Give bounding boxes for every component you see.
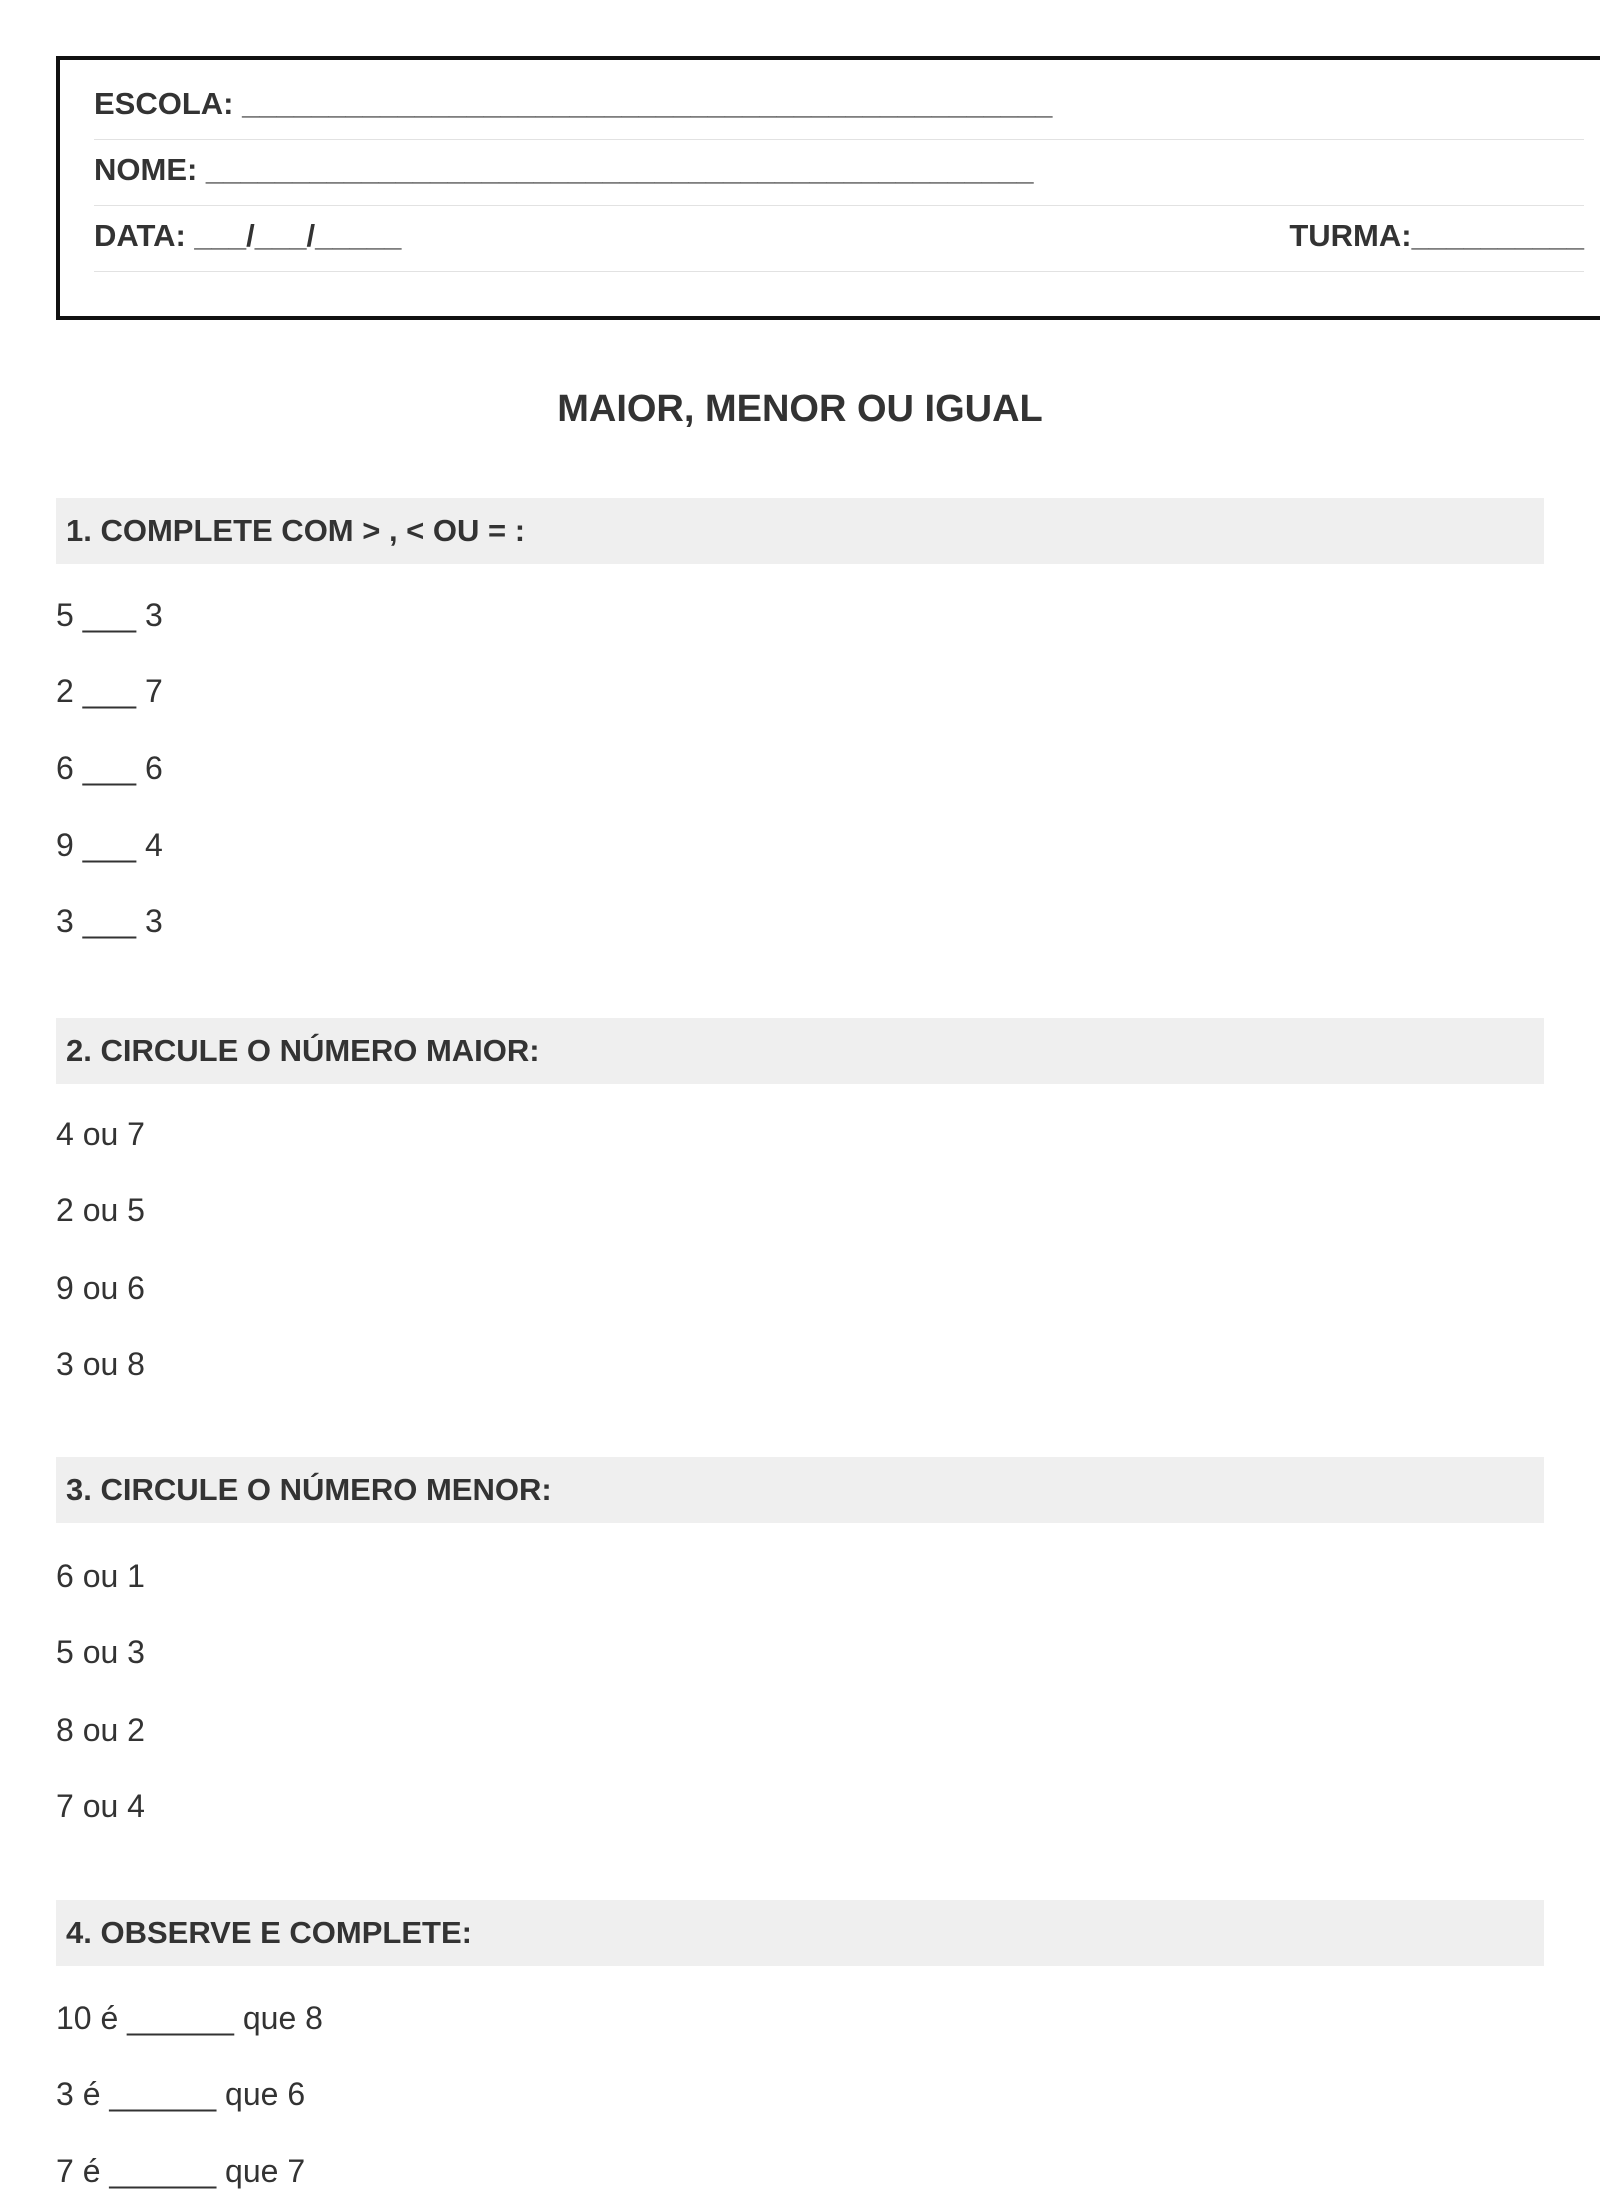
name-row [94, 140, 1584, 206]
school-field[interactable]: ESCOLA: _______________________________________________ [94, 86, 1053, 121]
section-2-header [56, 1018, 1544, 1084]
section-1-header [56, 498, 1544, 564]
complete-item[interactable]: 3 é ______ que 6 [56, 2076, 306, 2112]
circle-smaller-item[interactable]: 8 ou 2 [56, 1712, 145, 1748]
student-info-box [56, 56, 1600, 320]
complete-item[interactable]: 7 é ______ que 7 [56, 2153, 306, 2189]
date-class-row [94, 206, 1584, 272]
section-4-heading: 4. OBSERVE E COMPLETE: [66, 1915, 472, 1950]
compare-item[interactable]: 6 ___ 6 [56, 750, 163, 786]
section-3-heading: 3. CIRCULE O NÚMERO MENOR: [66, 1472, 552, 1507]
school-row [94, 74, 1584, 140]
section-3-header [56, 1457, 1544, 1523]
circle-bigger-item[interactable]: 3 ou 8 [56, 1346, 145, 1382]
circle-bigger-item[interactable]: 4 ou 7 [56, 1116, 145, 1152]
section-2-heading: 2. CIRCULE O NÚMERO MAIOR: [66, 1033, 540, 1068]
section-1-heading: 1. COMPLETE COM > , < OU = : [66, 513, 526, 548]
circle-smaller-item[interactable]: 7 ou 4 [56, 1788, 145, 1824]
page-title: MAIOR, MENOR OU IGUAL [557, 388, 1043, 430]
circle-bigger-item[interactable]: 9 ou 6 [56, 1270, 145, 1306]
compare-item[interactable]: 3 ___ 3 [56, 903, 163, 939]
name-field[interactable]: NOME: ________________________________________________ [94, 152, 1034, 187]
compare-item[interactable]: 9 ___ 4 [56, 827, 163, 863]
class-field[interactable]: TURMA:__________ [1289, 218, 1584, 253]
date-field[interactable]: DATA: ___/___/_____ [94, 218, 402, 253]
complete-item[interactable]: 10 é ______ que 8 [56, 2000, 323, 2036]
circle-smaller-item[interactable]: 6 ou 1 [56, 1558, 145, 1594]
circle-bigger-item[interactable]: 2 ou 5 [56, 1192, 145, 1228]
section-4-header [56, 1900, 1544, 1966]
circle-smaller-item[interactable]: 5 ou 3 [56, 1634, 145, 1670]
compare-item[interactable]: 2 ___ 7 [56, 673, 163, 709]
compare-item[interactable]: 5 ___ 3 [56, 597, 163, 633]
